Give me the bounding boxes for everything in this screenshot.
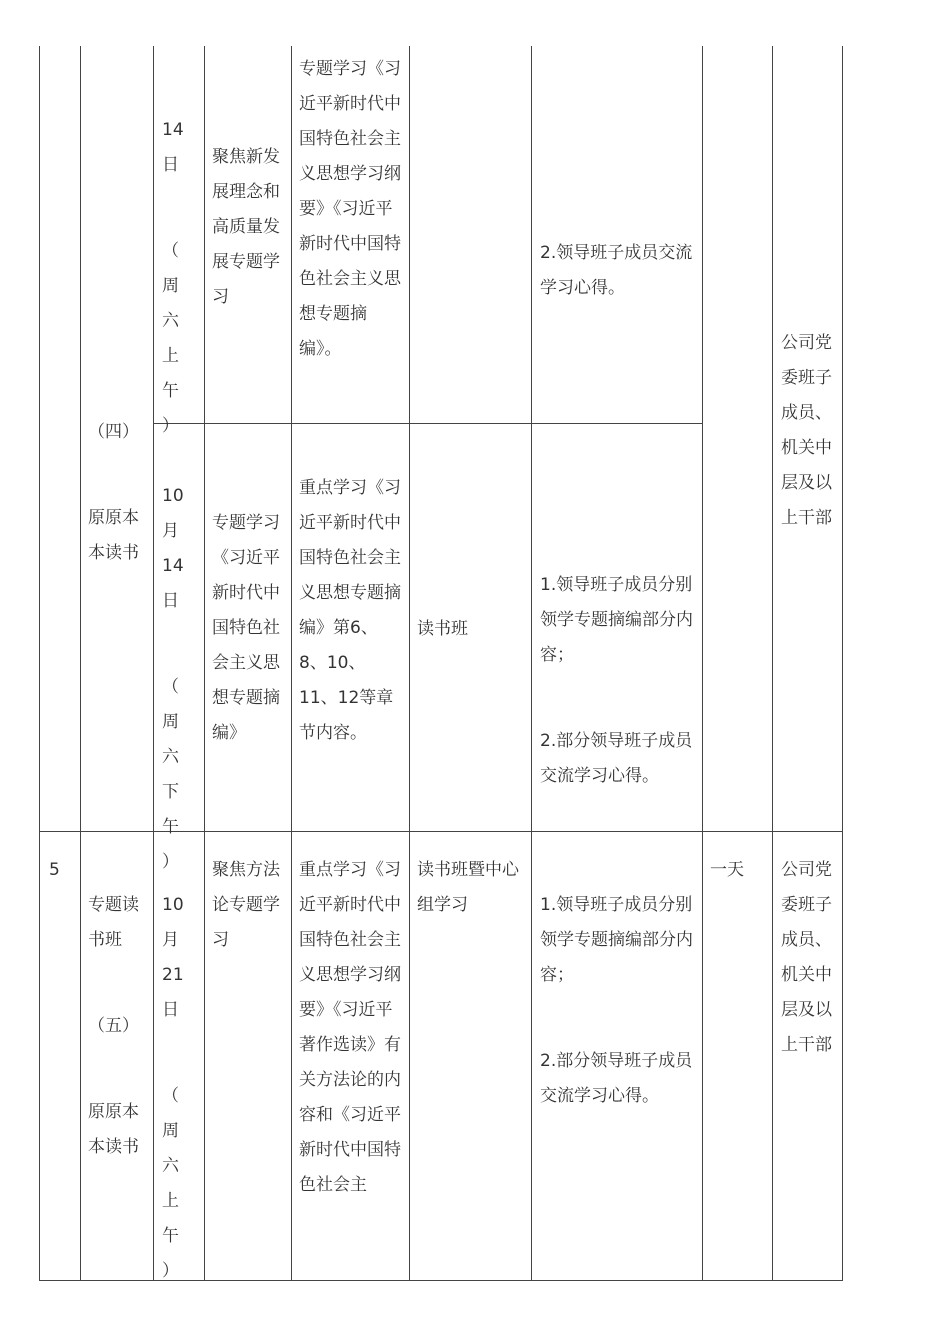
arrangement-cell — [540, 201, 696, 306]
content-cell: 重点学习《习近平新时代中国特色社会主义思想学习纲要》《习近平著作选读》有关方法论的内容和《习近平新时代中国特色社会主 — [299, 860, 401, 1195]
session-number: （四） — [88, 422, 139, 442]
col-divider — [702, 46, 703, 1281]
date-cell — [162, 853, 198, 1289]
session-title: 专题读书班 — [88, 895, 139, 950]
col-divider — [153, 46, 154, 1281]
row-divider — [39, 831, 843, 832]
session-number: （五） — [88, 1016, 139, 1036]
date-text: 10 月 14 日 — [162, 486, 184, 611]
row-divider — [153, 423, 702, 424]
arrangement-item: 2.部分领导班子成员交流学习心得。 — [540, 1051, 693, 1106]
date-cell — [162, 444, 198, 880]
col-divider — [772, 46, 773, 1281]
arrangement-cell — [540, 853, 696, 1114]
topic-cell: 聚焦新发展理念和高质量发展专题学习 — [212, 147, 280, 307]
arrangement-item: 2.部分领导班子成员交流学习心得。 — [540, 731, 693, 786]
content-cell: 专题学习《习近平新时代中国特色社会主义思想学习纲要》《习近平新时代中国特色社会主义思想专题摘编》。 — [299, 59, 401, 359]
weekday-text: （ 周 六 上 午 ） — [162, 1086, 179, 1281]
weekday-text: （ 周 六 上 午 ） — [162, 241, 179, 436]
arrangement-item: 1.领导班子成员分别领学专题摘编部分内容； — [540, 575, 693, 665]
table-border-right — [842, 46, 843, 1281]
arrangement-item: 1.领导班子成员分别领学专题摘编部分内容； — [540, 895, 693, 985]
content-cell: 重点学习《习近平新时代中国特色社会主义思想专题摘编》第6、8、10、11、12等章节内容。 — [299, 478, 401, 743]
date-cell — [162, 78, 198, 444]
table-border-left — [39, 46, 40, 1281]
weekday-text: （ 周 六 下 午 ） — [162, 677, 179, 872]
session-name-cell — [88, 853, 148, 1165]
form-cell: 读书班 — [417, 619, 468, 639]
row-number-cell: 5 — [49, 860, 60, 880]
col-divider — [80, 46, 81, 1281]
col-divider — [204, 46, 205, 1281]
arrangement-cell — [540, 533, 696, 794]
date-text: 10 月 21 日 — [162, 895, 184, 1020]
topic-cell: 聚焦方法论专题学习 — [212, 860, 280, 950]
schedule-table — [39, 46, 843, 1281]
topic-cell: 专题学习《习近平新时代中国特色社会主义思想专题摘编》 — [212, 513, 280, 743]
duration-cell: 一天 — [710, 860, 744, 880]
participants-cell: 公司党委班子成员、机关中层及以上干部 — [781, 860, 832, 1055]
form-cell: 读书班暨中心组学习 — [417, 860, 519, 915]
date-text: 14 日 — [162, 120, 184, 175]
participants-cell: 公司党委班子成员、机关中层及以上干部 — [781, 333, 832, 528]
col-divider — [409, 46, 410, 1281]
table-border-bottom — [39, 1280, 843, 1281]
col-divider — [531, 46, 532, 1281]
session-subtitle: 原原本本读书 — [88, 508, 139, 563]
session-name-cell — [88, 380, 148, 571]
session-subtitle: 原原本本读书 — [88, 1102, 139, 1157]
col-divider — [291, 46, 292, 1281]
arrangement-item: 2.领导班子成员交流学习心得。 — [540, 243, 693, 298]
